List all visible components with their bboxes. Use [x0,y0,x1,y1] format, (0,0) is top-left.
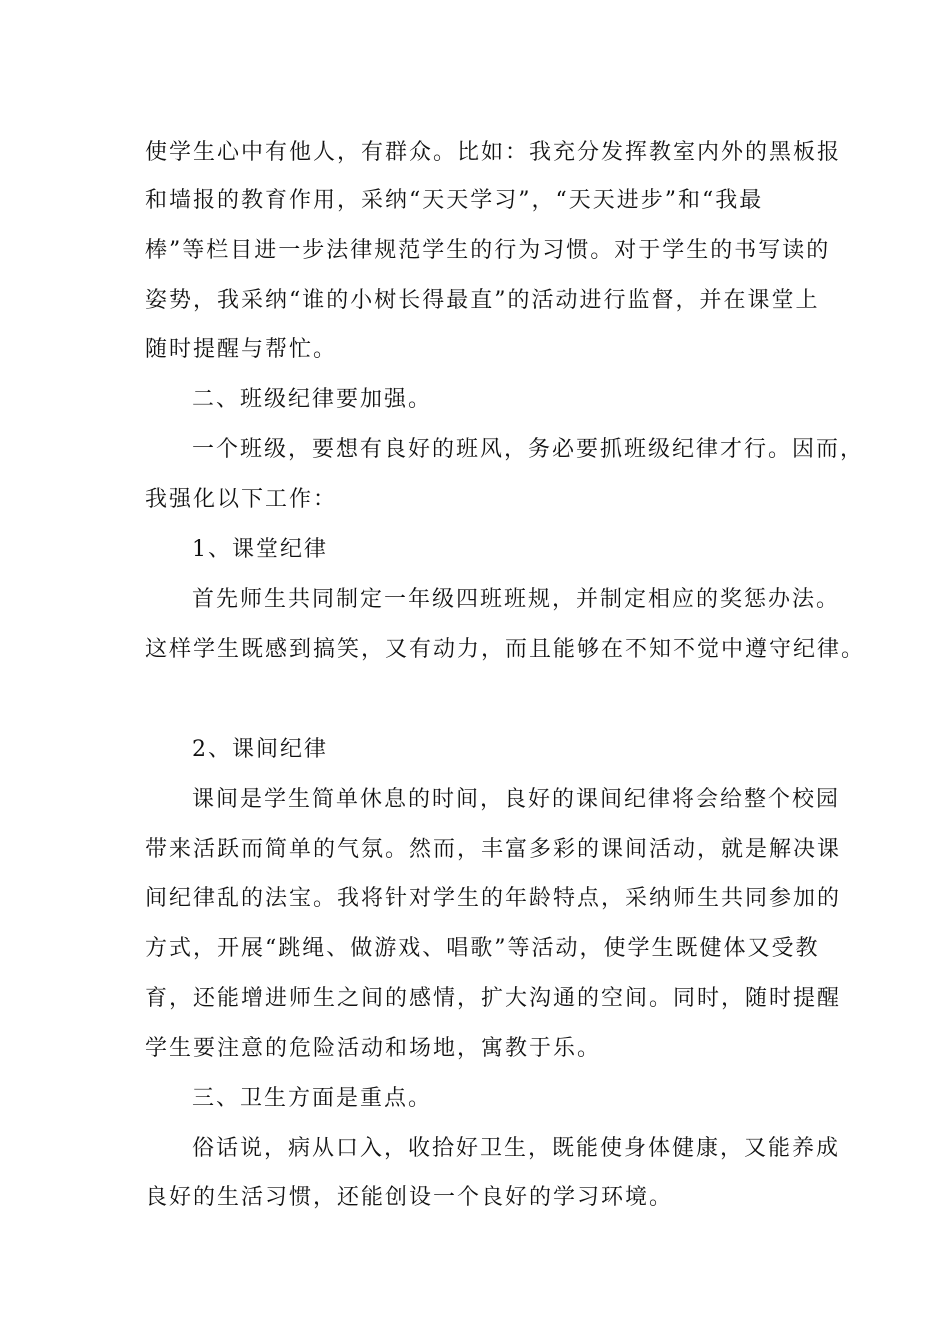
text-line: 我强化以下工作： [145,487,338,512]
text-line: 使学生心中有他人，有群众。比如：我充分发挥教室内外的黑板报 [145,140,842,165]
text-line: 间纪律乱的法宝。我将针对学生的年龄特点，采纳师生共同参加的 [145,886,842,911]
text-line: 课间是学生简单休息的时间，良好的课间纪律将会给整个校园 [192,787,841,812]
text-line: 姿势，我采纳“谁的小树长得最直”的活动进行监督，并在课堂上 [145,288,820,313]
text-line: 方式，开展“跳绳、做游戏、唱歌”等活动，使学生既健体又受教 [145,936,820,961]
section-heading: 二、班级纪律要加强。 [192,387,433,412]
text-line: 带来活跃而简单的气氛。然而，丰富多彩的课间活动，就是解决课 [145,837,842,862]
text-line: 这样学生既感到搞笑，又有动力，而且能够在不知不觉中遵守纪律。 [145,637,866,662]
text-line: 育，还能增进师生之间的感情，扩大沟通的空间。同时，随时提醒 [145,986,842,1011]
text-line: 学生要注意的危险活动和场地，寓教于乐。 [145,1036,602,1061]
section-heading: 三、卫生方面是重点。 [192,1086,433,1111]
text-line: 俗话说，病从口入，收拾好卫生，既能使身体健康，又能养成 [192,1136,841,1161]
text-line: 和墙报的教育作用，采纳“天天学习”，“天天进步”和“我最 [145,188,764,213]
subsection-heading: 1、课堂纪律 [192,537,328,562]
text-line: 一个班级，要想有良好的班风，务必要抓班级纪律才行。因而， [192,437,865,462]
text-line: 良好的生活习惯，还能创设一个良好的学习环境。 [145,1185,674,1210]
text-line: 随时提醒与帮忙。 [145,337,338,362]
text-line: 棒”等栏目进一步法律规范学生的行为习惯。对于学生的书写读的 [145,238,831,263]
subsection-heading: 2、课间纪律 [192,737,328,762]
text-line: 首先师生共同制定一年级四班班规，并制定相应的奖惩办法。 [192,587,841,612]
